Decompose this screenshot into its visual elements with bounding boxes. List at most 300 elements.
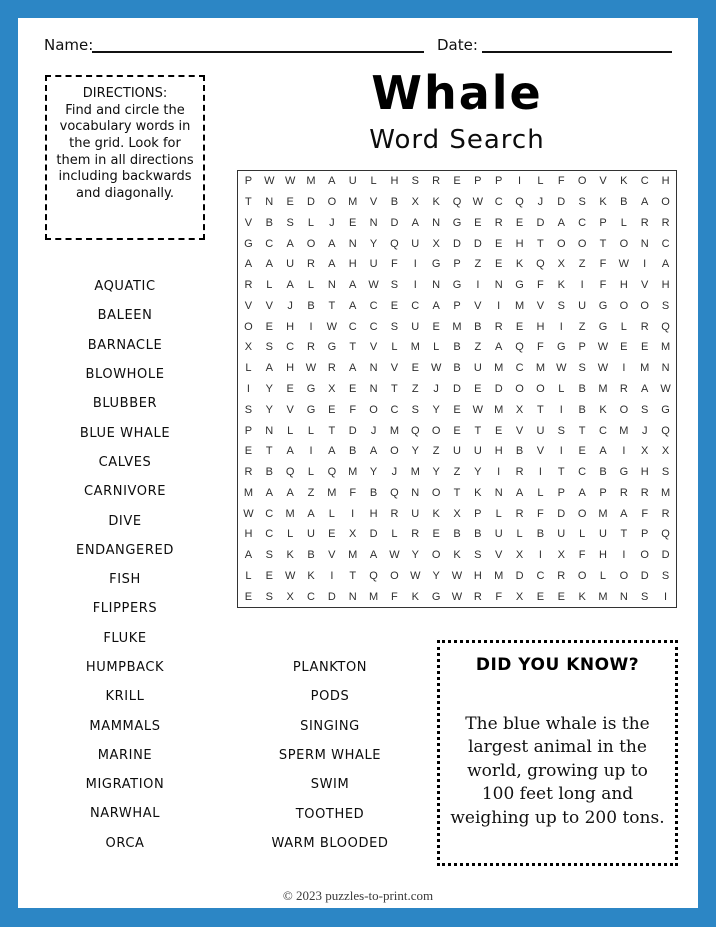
grid-cell: S [641,403,649,416]
grid-cell: L [558,382,565,395]
grid-cell: I [309,445,313,458]
grid-cell: P [244,175,253,188]
grid-cell: R [661,507,670,520]
grid-cell: N [494,279,503,292]
word-list-item: SPERM WHALE [278,748,382,764]
grid-cell: B [453,341,461,354]
grid-cell: R [244,466,253,479]
grid-cell: X [557,549,565,562]
grid-cell: J [370,424,377,437]
grid-cell: E [244,590,253,603]
grid-cell: P [599,486,607,499]
grid-cell: Z [578,320,586,333]
grid-cell: I [330,569,334,582]
word-list-item: CALVES [98,454,152,470]
grid-cell: I [538,549,542,562]
grid-cell: D [640,569,649,582]
grid-cell: Z [411,382,419,395]
grid-cell: H [494,445,503,458]
grid-cell: U [453,445,461,458]
grid-cell: A [369,445,378,458]
grid-cell: U [411,237,420,250]
word-list-item: BLUE WHALE [79,425,171,441]
grid-cell: H [661,279,670,292]
grid-cell: L [599,569,607,582]
grid-cell: S [578,362,586,375]
grid-cell: A [286,445,294,458]
grid-cell: D [369,528,378,541]
grid-cell: Y [369,237,378,250]
name-write-line [92,31,424,53]
grid-cell: S [641,590,649,603]
grid-cell: T [349,341,357,354]
date-write-line [482,31,672,53]
grid-cell: U [286,258,295,271]
grid-cell: P [474,507,482,520]
grid-cell: A [641,382,649,395]
grid-cell: M [598,382,608,395]
word-list-item: AQUATIC [94,279,156,295]
grid-cell: Y [265,403,273,416]
grid-cell: A [349,362,357,375]
grid-cell: S [286,216,294,229]
grid-cell: M [348,466,358,479]
grid-cell: U [578,299,587,312]
grid-cell: X [349,528,357,541]
grid-cell: K [432,196,440,209]
grid-cell: A [432,299,440,312]
grid-cell: C [369,299,378,312]
grid-cell: J [391,466,398,479]
grid-cell: M [410,466,420,479]
grid-cell: T [265,445,273,458]
grid-cell: O [515,382,524,395]
grid-cell: U [369,258,378,271]
grid-cell: C [390,403,399,416]
grid-cell: S [661,299,670,312]
grid-cell: O [577,507,587,520]
grid-cell: E [495,258,503,271]
grid-cell: Z [432,445,440,458]
grid-cell: C [494,196,503,209]
grid-cell: G [598,320,608,333]
grid-cell: K [453,549,461,562]
grid-cell: R [390,507,399,520]
grid-cell: R [432,175,441,188]
word-list-item: SWIM [310,777,350,793]
grid-cell: O [556,237,566,250]
directions-heading: DIRECTIONS: [82,86,168,101]
grid-cell: I [559,320,563,333]
grid-cell: A [265,486,273,499]
grid-cell: K [599,403,607,416]
grid-cell: L [620,216,627,229]
grid-cell: L [245,362,252,375]
grid-cell: X [515,403,524,416]
grid-cell: J [329,216,335,229]
word-list-item: KRILL [105,689,145,705]
grid-cell: W [597,362,609,375]
grid-cell: E [620,341,628,354]
page-subtitle: Word Search [369,125,545,155]
grid-cell: P [474,175,482,188]
grid-cell: B [369,486,378,499]
grid-cell: B [349,445,357,458]
grid-cell: X [432,237,440,250]
grid-cell: L [516,528,523,541]
grid-cell: H [286,362,295,375]
grid-cell: M [660,341,671,354]
grid-cell: T [599,237,607,250]
grid-cell: O [640,549,649,562]
grid-cell: M [389,424,399,437]
grid-cell: G [452,279,462,292]
grid-cell: N [432,216,441,229]
grid-cell: L [495,507,502,520]
word-list-item: DIVE [108,513,142,529]
grid-cell: C [661,237,670,250]
grid-cell: E [390,299,399,312]
grid-cell: E [328,403,336,416]
grid-cell: E [265,320,273,333]
grid-cell: S [244,403,253,416]
grid-cell: H [390,175,399,188]
grid-cell: B [578,382,586,395]
grid-cell: E [432,528,440,541]
grid-cell: M [494,569,504,582]
grid-cell: W [389,549,400,562]
grid-cell: H [348,258,357,271]
grid-cell: R [557,569,566,582]
grid-cell: A [661,258,670,271]
grid-cell: I [622,445,626,458]
grid-cell: A [328,258,336,271]
word-list-item: BARNACLE [87,337,163,353]
grid-cell: I [309,320,313,333]
grid-cell: A [328,175,336,188]
grid-cell: C [578,466,587,479]
grid-cell: S [265,590,273,603]
grid-cell: B [307,549,315,562]
grid-cell: V [265,299,273,312]
grid-cell: Z [307,486,315,499]
grid-cell: I [351,507,355,520]
grid-cell: X [515,590,524,603]
grid-cell: Q [452,196,462,209]
directions-body: Find and circle the vocabulary words in the grid. Look for them in all directions including backwards and diagonally. [56,102,194,201]
grid-cell: Z [474,341,482,354]
grid-cell: V [328,549,336,562]
grid-cell: T [349,569,357,582]
grid-cell: R [327,362,336,375]
grid-cell: D [348,424,357,437]
grid-cell: O [619,299,629,312]
grid-cell: M [306,175,316,188]
grid-cell: T [557,466,565,479]
grid-cell: B [578,403,586,416]
grid-cell: N [265,424,274,437]
grid-cell: W [368,279,379,292]
grid-cell: H [599,549,607,562]
word-list-item: PODS [310,689,350,705]
grid-cell: M [348,196,358,209]
name-label: Name: [44,36,94,54]
grid-cell: Q [515,196,524,209]
grid-cell: X [641,445,649,458]
grid-cell: X [244,341,253,354]
word-list-item: HUMPBACK [85,660,165,675]
grid-cell: B [599,466,607,479]
grid-cell: A [307,507,315,520]
grid-cell: F [599,279,607,292]
grid-cell: R [640,320,649,333]
grid-cell: C [411,299,420,312]
grid-cell: F [391,590,398,603]
grid-cell: L [433,341,440,354]
grid-cell: Y [265,382,273,395]
grid-cell: N [411,486,420,499]
grid-cell: D [453,237,461,250]
grid-cell: M [660,486,671,499]
grid-cell: M [598,590,608,603]
grid-cell: Q [536,258,545,271]
grid-cell: E [557,590,565,603]
grid-cell: C [265,237,274,250]
grid-cell: S [557,299,565,312]
grid-cell: K [286,549,294,562]
grid-cell: S [265,549,273,562]
grid-cell: N [369,362,378,375]
word-list-item: ORCA [105,835,145,851]
grid-cell: R [619,486,628,499]
grid-cell: U [494,528,503,541]
grid-cell: K [599,196,607,209]
grid-cell: O [577,569,587,582]
grid-cell: V [244,216,253,229]
grid-cell: E [265,569,273,582]
did-you-know-heading: DID YOU KNOW? [475,655,640,675]
grid-cell: W [597,341,609,354]
grid-cell: K [411,590,419,603]
grid-cell: H [369,507,378,520]
grid-cell: J [287,299,293,312]
grid-cell: Q [661,424,670,437]
grid-cell: M [327,486,337,499]
grid-cell: P [599,216,607,229]
grid-cell: H [286,320,295,333]
grid-cell: V [536,445,545,458]
grid-cell: A [328,237,336,250]
grid-cell: V [390,362,399,375]
grid-cell: G [431,590,441,603]
grid-cell: N [348,590,357,603]
grid-cell: X [453,507,461,520]
grid-cell: R [494,320,503,333]
grid-cell: O [431,549,441,562]
grid-cell: A [349,299,357,312]
grid-cell: M [494,362,504,375]
grid-cell: F [537,341,544,354]
word-list-item: BALEEN [97,308,153,324]
grid-cell: H [640,466,649,479]
grid-cell: O [431,424,441,437]
grid-cell: W [305,362,317,375]
grid-cell: M [410,341,420,354]
grid-cell: E [453,403,461,416]
word-grid [237,170,677,608]
grid-cell: T [537,403,544,416]
grid-cell: A [515,486,524,499]
grid-cell: E [515,216,524,229]
grid-cell: C [348,320,357,333]
grid-cell: C [286,341,295,354]
grid-cell: G [661,403,670,416]
grid-cell: V [369,196,378,209]
grid-cell: A [578,486,586,499]
grid-cell: E [328,528,336,541]
grid-cell: K [474,486,482,499]
grid-cell: H [473,569,482,582]
grid-cell: L [579,528,586,541]
grid-cell: I [664,590,668,603]
grid-cell: A [265,258,273,271]
grid-cell: I [246,382,250,395]
word-list-item: WARM BLOODED [271,835,389,851]
grid-cell: F [537,279,544,292]
grid-cell: J [537,196,544,209]
grid-cell: N [369,382,378,395]
grid-cell: I [497,466,501,479]
grid-cell: A [411,216,419,229]
grid-cell: X [557,258,565,271]
grid-cell: W [410,569,421,582]
grid-cell: X [411,196,419,209]
grid-cell: W [326,320,338,333]
grid-cell: P [641,528,649,541]
grid-cell: S [578,196,586,209]
grid-cell: Q [390,486,399,499]
grid-cell: O [306,237,316,250]
grid-cell: L [307,424,315,437]
grid-cell: E [578,445,586,458]
grid-cell: A [495,341,503,354]
grid-cell: R [473,590,482,603]
grid-cell: A [599,445,607,458]
grid-cell: A [286,237,294,250]
grid-cell: O [431,486,441,499]
grid-cell: F [537,507,544,520]
word-list-item: PLANKTON [292,660,368,676]
grid-cell: R [640,486,649,499]
grid-cell: S [661,466,670,479]
grid-cell: W [618,258,630,271]
grid-cell: O [369,403,378,416]
word-list-item: BLOWHOLE [85,367,165,383]
grid-cell: E [495,424,503,437]
grid-cell: N [661,362,670,375]
grid-cell: K [432,507,440,520]
grid-cell: D [494,382,503,395]
grid-cell: O [619,569,629,582]
grid-cell: B [474,528,482,541]
grid-cell: B [536,528,545,541]
grid-cell: F [578,549,586,562]
grid-cell: J [641,424,648,437]
grid-cell: U [536,424,545,437]
grid-cell: L [391,528,398,541]
grid-cell: I [622,362,626,375]
grid-cell: O [390,569,399,582]
grid-cell: F [641,507,649,520]
grid-cell: X [286,590,294,603]
grid-cell: B [265,466,273,479]
grid-cell: I [518,175,522,188]
grid-cell: C [599,424,607,437]
grid-cell: B [307,299,315,312]
grid-cell: C [369,320,378,333]
grid-cell: Y [432,466,440,479]
grid-cell: L [307,216,315,229]
grid-cell: G [598,299,608,312]
grid-cell: O [390,445,399,458]
word-list-item: FLUKE [103,630,147,646]
grid-cell: L [245,569,252,582]
grid-cell: W [556,362,567,375]
grid-cell: X [328,382,336,395]
grid-cell: C [307,590,315,603]
grid-cell: K [620,175,628,188]
grid-cell: R [307,258,315,271]
word-list-item: FISH [109,572,141,588]
grid-cell: F [495,590,503,603]
grid-cell: E [453,175,461,188]
grid-cell: O [244,320,253,333]
grid-cell: E [349,382,357,395]
grid-cell: T [453,486,461,499]
grid-cell: R [515,466,524,479]
grid-cell: N [432,279,441,292]
grid-cell: V [515,424,524,437]
grid-cell: I [580,279,584,292]
grid-cell: Q [285,466,295,479]
grid-cell: I [476,279,480,292]
grid-cell: V [599,175,607,188]
word-list-right [240,653,420,858]
grid-cell: O [577,237,587,250]
grid-cell: S [474,549,482,562]
grid-cell: L [620,320,627,333]
grid-cell: D [536,216,545,229]
grid-cell: V [495,549,503,562]
grid-cell: X [661,445,670,458]
grid-cell: C [515,362,524,375]
grid-cell: G [619,466,629,479]
grid-cell: A [369,549,378,562]
grid-cell: I [413,258,417,271]
grid-cell: D [453,382,461,395]
grid-cell: G [556,341,566,354]
grid-cell: A [349,279,357,292]
word-list-item: FLIPPERS [92,601,158,617]
grid-cell: K [557,279,565,292]
grid-cell: L [537,175,544,188]
grid-cell: I [643,258,647,271]
word-list-item: TOOTHED [295,806,365,822]
grid-cell: U [411,320,420,333]
grid-cell: V [536,299,545,312]
grid-cell: S [661,569,670,582]
grid-cell: W [451,569,463,582]
